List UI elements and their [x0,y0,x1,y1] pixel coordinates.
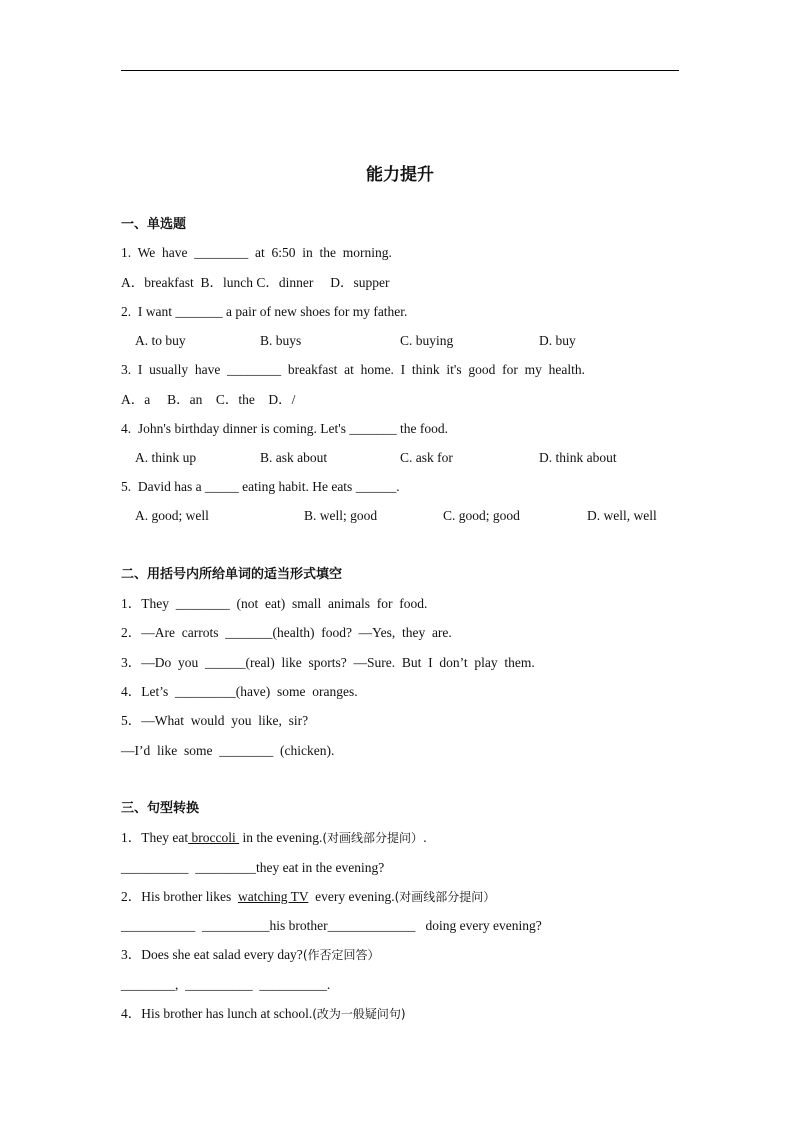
transform-2 [121,888,495,906]
fill-blank-3: 3．—Do you ______(real) like sports? —Sure. But I don’t play them. [121,655,535,670]
transform-3 [121,946,380,964]
transform-4-note: (改为一般疑问句) [312,1007,406,1021]
transform-1-note: (对画线部分提问）. [322,831,427,845]
transform-2-answer: ___________ __________his brother_____________ doing every evening? [121,918,542,933]
underlined-phrase: watching TV [238,889,309,904]
option-1-5-b: B. well; good [304,508,378,523]
option-1-4-d: D. think about [539,450,617,465]
transform-3-text: 3．Does she eat salad every day? [121,947,303,962]
fill-blank-1: 1．They ________ (not eat) small animals for food. [121,596,428,611]
question-1-1-options: A．breakfast B．lunch C．dinner D．supper [121,275,390,290]
transform-3-answer: ________, __________ __________. [121,977,331,992]
fill-blank-5-answer: —I’d like some ________ (chicken). [121,743,335,758]
question-1-1: 1. We have ________ at 6:50 in the morning. [121,245,392,260]
transform-2-pre: 2．His brother likes [121,889,238,904]
fill-blank-5: 5．—What would you like, sir? [121,713,309,728]
underlined-word: broccoli [188,830,240,845]
question-1-5: 5. David has a _____ eating habit. He eats ______. [121,479,400,494]
question-1-4: 4. John's birthday dinner is coming. Let's _______ the food. [121,421,448,436]
option-1-2-d: D. buy [539,333,576,348]
transform-1-answer: __________ _________they eat in the evening? [121,860,385,875]
transform-3-note: (作否定回答） [302,948,380,962]
fill-blank-2: 2．—Are carrots _______(health) food? —Yes, they are. [121,625,452,640]
header-rule [121,70,679,71]
option-1-5-d: D. well, well [587,508,657,523]
option-1-4-a: A. think up [135,450,197,465]
transform-2-post: every evening. [308,889,395,904]
option-1-4-b: B. ask about [260,450,328,465]
fill-blank-4: 4．Let’s _________(have) some oranges. [121,684,358,699]
transform-4 [121,1005,406,1023]
option-1-2-c: C. buying [400,333,454,348]
option-1-5-c: C. good; good [443,508,520,523]
option-1-4-c: C. ask for [400,450,453,465]
section-heading-1: 一、单选题 [121,217,187,232]
section-heading-3: 三、句型转换 [121,801,200,816]
transform-1 [121,829,427,847]
transform-2-note: (对画线部分提问） [394,890,496,904]
question-1-3: 3. I usually have ________ breakfast at home. I think it's good for my health. [121,362,585,377]
transform-1-pre: 1．They eat [121,830,189,845]
option-1-2-a: A. to buy [135,333,186,348]
option-1-2-b: B. buys [260,333,302,348]
page-title: 能力提升 [366,165,434,185]
transform-1-post: in the evening. [239,830,323,845]
option-1-5-a: A. good; well [135,508,209,523]
question-1-2: 2. I want _______ a pair of new shoes for my father. [121,304,408,319]
transform-4-text: 4．His brother has lunch at school. [121,1006,313,1021]
section-heading-2: 二、用括号内所给单词的适当形式填空 [121,567,343,582]
question-1-3-options: A．a B．an C．the D．/ [121,392,296,407]
